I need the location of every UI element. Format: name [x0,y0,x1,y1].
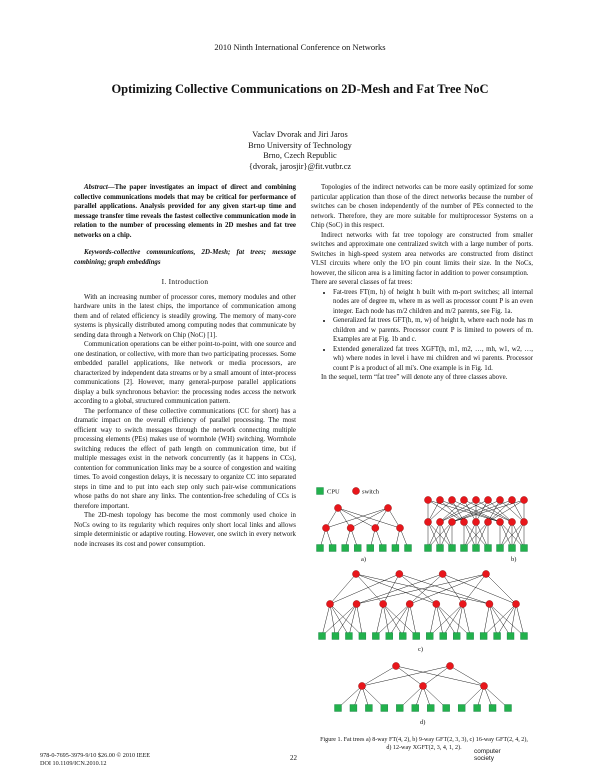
switch-node [480,682,487,689]
switch-node [460,518,467,525]
cpu-node [359,633,366,640]
switch-node [436,518,443,525]
cpu-node [345,633,352,640]
right-column [311,183,533,383]
cpu-node [386,633,393,640]
tree-link [440,500,500,522]
tree-link [436,604,443,636]
switch-node [419,682,426,689]
switch-node [496,496,503,503]
switch-node [436,496,443,503]
switch-node [392,662,399,669]
tree-link [399,574,489,604]
cpu-node [335,705,342,712]
cpu-node [342,545,349,552]
cpu-node [372,633,379,640]
tree-link [430,604,437,636]
tree-link [463,604,470,636]
right-paragraph-2: Indirect networks with fat tree topology are constructed from smaller switches and approximate one centralized switch with a large number of ports. Switches in high-speed system area networks are constructed from distinct VLSI circuits where only the I/O pin count limits their size. In the NoCs, however, the silicon area is a limiting factor in addition to power consumption. [311,231,533,277]
switch-node [352,570,359,577]
author-email: {dvorak, jarosjir}@fit.vutbr.cz [248,161,352,171]
cpu-node [509,545,516,552]
cpu-node [350,705,357,712]
cpu-node [461,545,468,552]
cpu-node [467,633,474,640]
switch-node [472,518,479,525]
cpu-node [449,545,456,552]
cpu-node [379,545,386,552]
tree-link [450,666,484,686]
cpu-node [505,705,512,712]
footer-isbn: 978-0-7695-3979-9/10 $26.00 © 2010 IEEE [40,752,151,759]
cpu-node [354,545,361,552]
cpu-node [497,545,504,552]
paper-title: Optimizing Collective Communications on 2D-Mesh and Fat Tree NoC [111,82,489,96]
tree-link [476,500,488,522]
tree-link [399,574,436,604]
cpu-node [413,633,420,640]
switch-node [482,570,489,577]
switch-node [448,496,455,503]
tree-link [443,574,463,604]
logo-text-top: computer [474,748,501,755]
switch-node [512,600,519,607]
cpu-node [317,545,324,552]
tree-link [349,604,357,636]
switch-node [496,518,503,525]
author-location: Brno, Czech Republic [263,151,337,160]
cpu-node [473,545,480,552]
page-number: 22 [290,754,297,762]
switch-node [424,496,431,503]
switch-node [384,504,391,511]
tree-link [436,604,470,636]
cpu-node [489,705,496,712]
switch-node [460,496,467,503]
tree-link [512,500,524,522]
author-names: Vaclav Dvorak and Jiri Jaros [252,130,348,139]
keywords [74,248,296,267]
cpu-node [521,545,528,552]
tree-link [330,574,356,604]
tree-link [403,604,410,636]
computer-society-logo [474,748,501,762]
legend-switch-label: switch [362,488,379,496]
switch-node [352,487,359,494]
cpu-node [399,633,406,640]
switch-node [334,504,341,511]
abstract [74,183,296,240]
switch-node [520,518,527,525]
switch-node [326,600,333,607]
tree-link [486,574,516,604]
cpu-node [367,545,374,552]
footer-doi: DOI 10.1109/ICN.2010.12 [40,760,107,767]
footer-copyright [40,752,150,768]
switch-node [446,662,453,669]
figure-label-b: b) [511,556,517,563]
cpu-node [332,633,339,640]
tree-link [376,604,383,636]
switch-node [380,600,387,607]
list-item: • Generalized fat trees GFT(h, m, w) of height h, where each node has m children and w parents. Processor count P is limited to powers of m. Examples are at Fig. 1b and c. [333,316,533,345]
tree-link [436,604,456,636]
switch-node [372,524,379,531]
intro-paragraph-1: With an increasing number of processor cores, memory modules and other hardware units in the latest chips, the importance of communication among them and of related efficiency is steadily growing. The memory of many-core systems is physically distributed among computing nodes that communicate by sending data through a Network on Chip (NoC) [1]. [74,293,296,339]
cpu-node [426,633,433,640]
legend-cpu-label: CPU [327,488,340,496]
tree-link [326,508,388,528]
cpu-node [453,633,460,640]
figure-label-a: a) [361,556,367,563]
tree-link [410,574,443,604]
switch-node [396,524,403,531]
figure-label-c: c) [418,646,424,653]
abstract-label: Abstract [84,184,108,191]
tree-link [383,574,399,604]
logo-text-bottom: society [474,755,494,762]
cpu-node [412,705,419,712]
switch-node [486,600,493,607]
intro-paragraph-4: The 2D-mesh topology has become the most commonly used choice in NoCs owing to its regularity which requires only short local links and allows simple deterministic or adaptive routing. However, one switch in every network node increases its cost and power consumption. [74,512,296,548]
switch-node [406,600,413,607]
switch-node [424,518,431,525]
right-paragraph-4: In the sequel, term “fat tree” will denote any of three classes above. [321,374,508,381]
section-heading: I. Introduction [161,277,209,286]
author-block [0,130,600,172]
cpu-node [319,633,326,640]
intro-paragraph-2: Communication operations can be either point-to-point, with one source and one destination, or collective, with more than two participating processes. Some embedded parallel applications, like network or media processors, are characterized by independent data streams or by a small amount of inter-process communications [2]. However, many general-purpose parallel applications display a bulk synchronous behavior: the processing nodes access the network according to a global, structured communication pattern. [74,341,296,405]
list-item: • Extended generalized fat trees XGFT(h, m1, m2, …, mh, w1, w2, …, wh) where nodes in level i have mi children and wi parents. Processor count P is a product of all mi's. One example is in Fig. 1d. [333,345,533,374]
switch-node [353,600,360,607]
switch-node [433,600,440,607]
tree-link [516,604,524,636]
tree-link [410,604,417,636]
cpu-node [427,705,434,712]
cpu-node [440,633,447,640]
cpu-node [329,545,336,552]
figure-label-d: d) [420,719,426,726]
switch-node [484,518,491,525]
tree-link [330,574,399,604]
cpu-node [480,633,487,640]
tree-link [356,574,436,604]
cpu-node [458,705,465,712]
switch-node [520,496,527,503]
keywords-text: collective communications, 2D-Mesh; fat trees; message combining; graph embeddings [74,249,296,266]
tree-link [443,574,516,604]
switch-node [484,496,491,503]
right-paragraph-1: Topologies of the indirect networks can be more easily optimized for some particular application than those of the direct networks because the number of switches can be chosen independently of the number of PEs connected to the network. Therefore, they are more suitable for multiprocessor Systems on a Chip (SoC) in this respect. [311,184,533,229]
switch-node [396,570,403,577]
tree-link [452,500,464,522]
author-affiliation: Brno University of Technology [248,140,352,150]
switch-node [347,524,354,531]
switch-node [459,600,466,607]
cpu-node [365,705,372,712]
cpu-node [381,705,388,712]
cpu-node [494,633,501,640]
cpu-node [474,705,481,712]
cpu-node [317,488,324,495]
switch-node [439,570,446,577]
conference-header: 2010 Ninth International Conference on Networks [214,42,386,52]
right-paragraph-3: There are several classes of fat trees: [311,279,413,286]
switch-node [508,518,515,525]
switch-node [508,496,515,503]
left-column [74,183,296,549]
cpu-node [521,633,528,640]
tree-link [489,604,497,636]
cpu-node [405,545,412,552]
cpu-node [392,545,399,552]
cpu-node [396,705,403,712]
intro-paragraph-3: The performance of these collective communications (CC for short) has a dramatic impact on the overall efficiency of parallel processing. The most efficient way to switch messages through the network connecting multiple processing elements (PEs) makes use of wormhole (WH) switching. Wormhole switching reduces the effect of path length on communication time, but if multiple messages exist in the network concurrently (as it happens in CCs), contention for communication links may be a source of congestion and waiting times. To avoid congestion delays, it is necessary to organize CC into separated steps in time and to put into each step only such pair-wise communications whose paths do not share any links. The contention-free scheduling of CCs is therefore important. [74,407,296,510]
figure-caption: Figure 1. Fat trees a) 8-way FT(4, 2), b) 9-way GFT(2, 3, 3), c) 16-way GFT(2, 4, 2), d) 12-way XGFT(2, 3, 4, 1, 2). [320,737,528,751]
fat-tree-figure [316,486,530,744]
cpu-node [425,545,432,552]
cpu-node [443,705,450,712]
cpu-node [437,545,444,552]
switch-node [358,682,365,689]
switch-node [472,496,479,503]
tree-link [489,604,524,636]
list-item: • Fat-trees FT(m, h) of height h built with m-port switches; all internal nodes are of degree m, where m as well as processor count P is an even integer. Each node has m/2 children and m/2 parents, see Fig. 1a. [333,288,533,317]
cpu-node [485,545,492,552]
switch-node [448,518,455,525]
tree-link [362,666,396,686]
tree-link [322,604,330,636]
abstract-text: —The paper investigates an impact of direct and combining collective communications models that may be critical for performance of parallel applications. Analysis provided for any given start-up time and message transfer time reveals the fastest collective communication mode in relation to the number of processing elements in 2D meshes and fat tree networks on a chip. [74,184,296,239]
switch-node [322,524,329,531]
fat-tree-list [311,288,533,374]
keywords-label: Keywords- [84,249,114,256]
cpu-node [507,633,514,640]
